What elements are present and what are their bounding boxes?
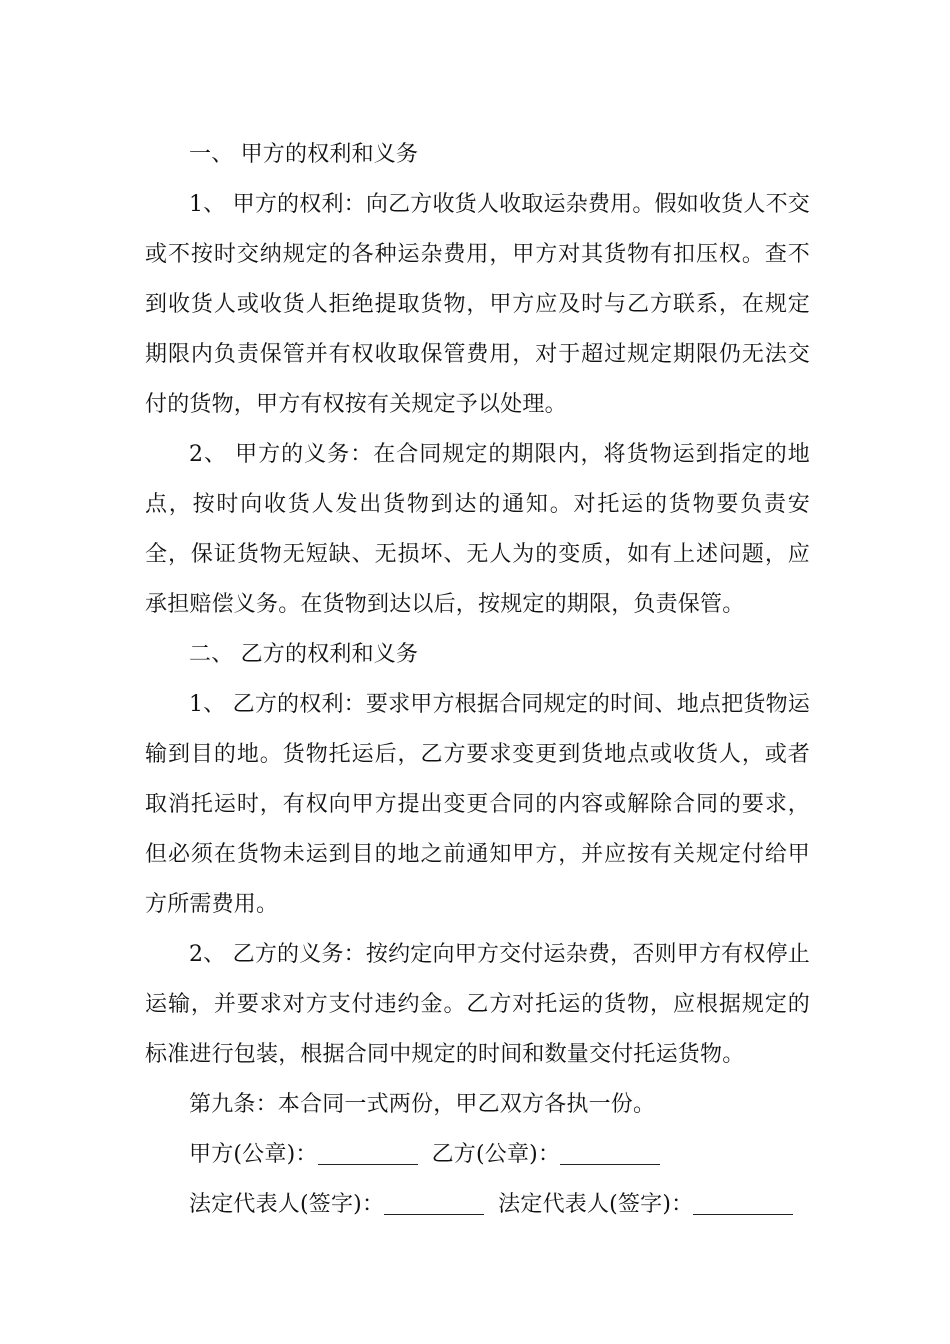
party-b-rep-blank	[693, 1192, 793, 1215]
section-two-item-1: 1、 乙方的权利：要求甲方根据合同规定的时间、地点把货物运输到目的地。货物托运后，乙方要求变更到货地点或收货人，或者取消托运时，有权向甲方提出变更合同的内容或解除合同的要求，但必须在货物未运到目的地之前通知甲方，并应按有关规定付给甲方所需费用。	[145, 692, 810, 917]
section-two-item-2: 2、 乙方的义务：按约定向甲方交付运杂费，否则甲方有权停止运输，并要求对方支付违约金。乙方对托运的货物，应根据规定的标准进行包装，根据合同中规定的时间和数量交付托运货物。	[145, 942, 810, 1067]
party-b-seal-label: 乙方(公章)：	[431, 1142, 561, 1167]
party-a-rep-label: 法定代表人(签字)：	[189, 1192, 385, 1217]
party-b-rep-label: 法定代表人(签字)：	[498, 1192, 694, 1217]
representative-line	[145, 1180, 810, 1230]
section-one-item-2: 2、 甲方的义务：在合同规定的期限内，将货物运到指定的地点，按时向收货人发出货物到达的通知。对托运的货物要负责安全，保证货物无短缺、无损坏、无人为的变质，如有上述问题，应承担赔偿义务。在货物到达以后，按规定的期限，负责保管。	[145, 442, 810, 617]
section-two-title: 二、 乙方的权利和义务	[189, 642, 419, 667]
party-a-rep-blank	[384, 1192, 484, 1215]
article-nine: 第九条：本合同一式两份，甲乙双方各执一份。	[189, 1092, 656, 1117]
party-a-seal-blank	[318, 1142, 418, 1165]
party-b-seal-blank	[560, 1142, 660, 1165]
section-one-item-1: 1、 甲方的权利：向乙方收货人收取运杂费用。假如收货人不交或不按时交纳规定的各种运杂费用，甲方对其货物有扣压权。查不到收货人或收货人拒绝提取货物，甲方应及时与乙方联系，在规定期限内负责保管并有权收取保管费用，对于超过规定期限仍无法交付的货物，甲方有权按有关规定予以处理。	[145, 192, 810, 417]
contract-body	[145, 130, 810, 1230]
party-a-seal-label: 甲方(公章)：	[189, 1142, 318, 1167]
section-one-title: 一、 甲方的权利和义务	[189, 142, 419, 167]
seal-line	[145, 1130, 810, 1180]
